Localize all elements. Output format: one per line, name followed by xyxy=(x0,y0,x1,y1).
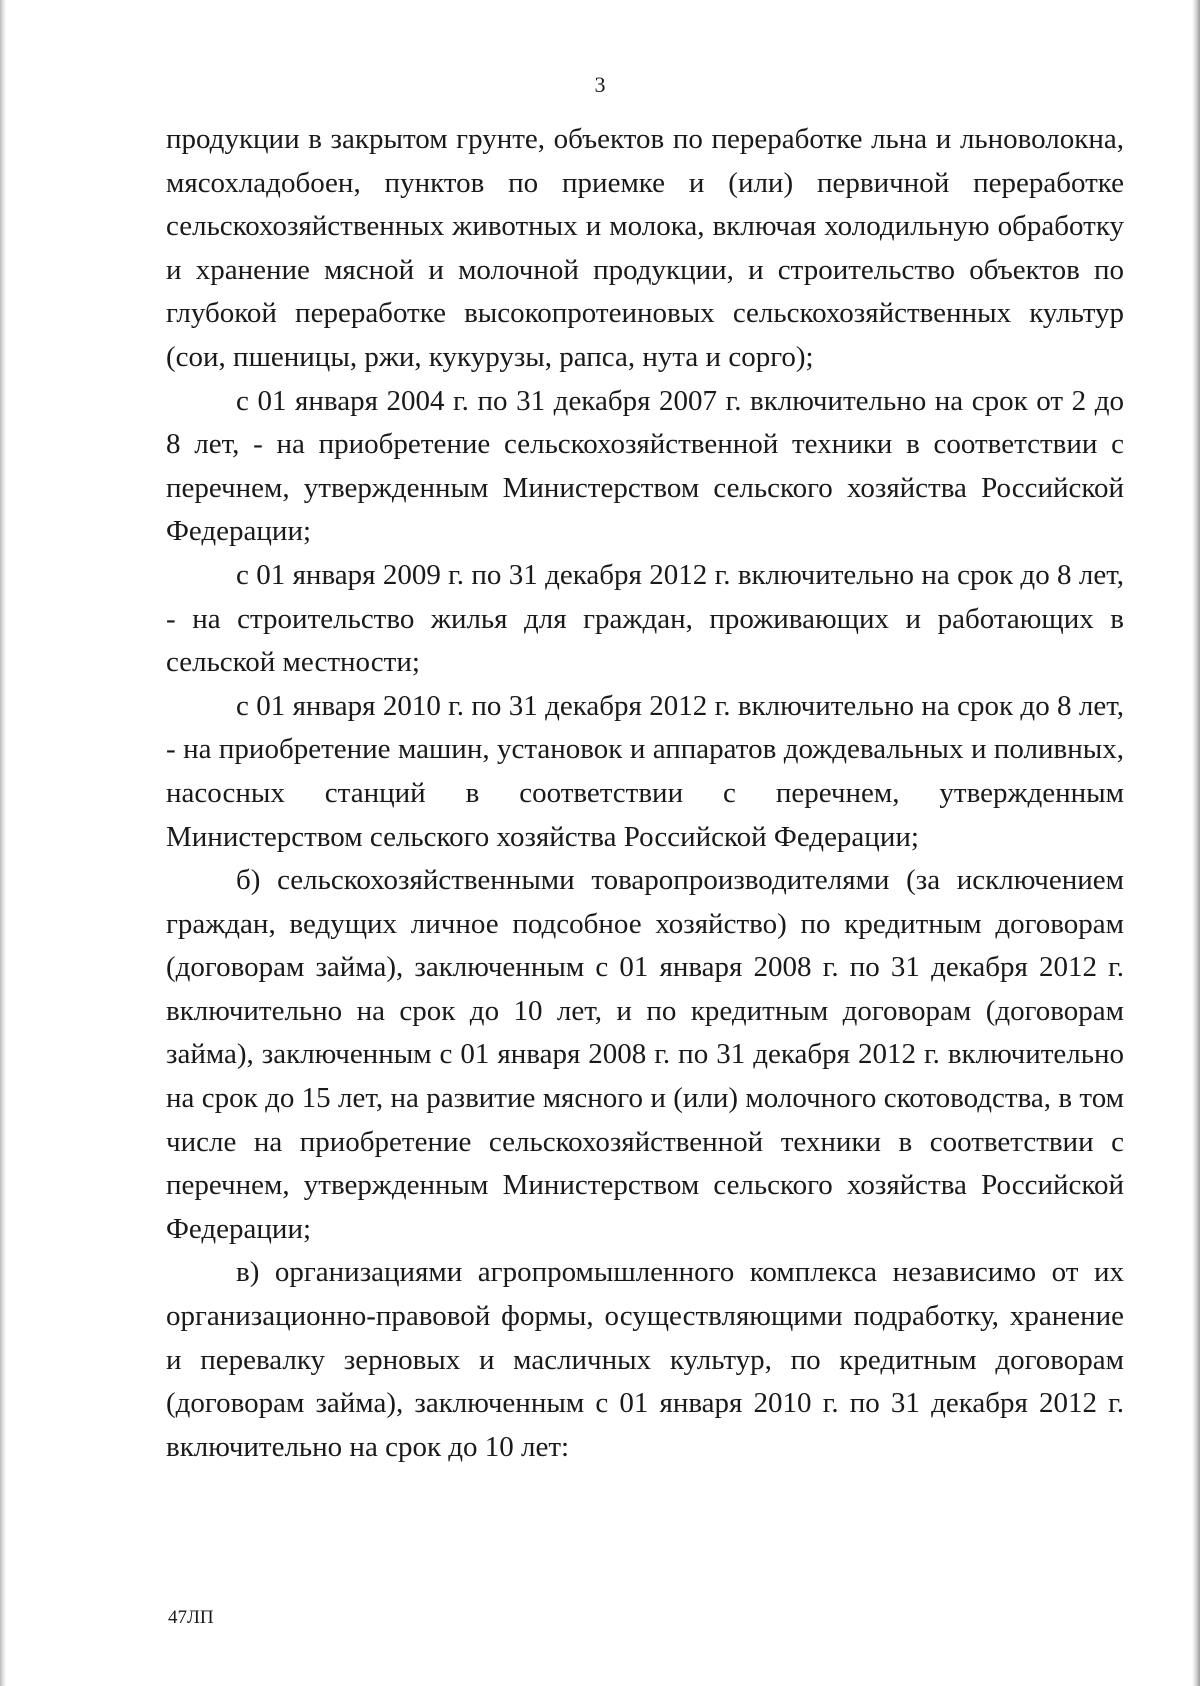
paragraph-continuation: продукции в закрытом грунте, объектов по переработке льна и льноволокна, мясохладобоен, пунктов по приемке и (или) первичной переработке сельскохозяйственных животных и молока, включая холодильную обработку и хранение мясной и молочной продукции, и строительство объектов по глубокой переработке высокопротеиновых сельскохозяйственных культур (сои, пшеницы, ржи, кукурузы, рапса, нута и сорго); xyxy=(166,123,1124,373)
paragraph-b: б) сельскохозяйственными товаропроизводителями (за исключением граждан, ведущих личное подсобное хозяйство) по кредитным договорам (договорам займа), заключенным с 01 января 2008 г. по 31 декабря 2012 г. включительно на срок до 10 лет, и по кредитным договорам (договорам займа), заключенным с 01 января 2008 г. по 31 декабря 2012 г. включительно на срок до 15 лет, на развитие мясного и (или) молочного скотоводства, в том числе на приобретение сельскохозяйственной техники в соответствии с перечнем, утвержденным Министерством сельского хозяйства Российской Федерации; xyxy=(166,864,1124,1245)
document-body xyxy=(166,118,1124,1469)
scan-edge-right xyxy=(1192,0,1200,1686)
paragraph-2010-2012: с 01 января 2010 г. по 31 декабря 2012 г. включительно на срок до 8 лет, - на приобретение машин, установок и аппаратов дождевальных и поливных, насосных станций в соответствии с перечнем, утвержденным Министерством сельского хозяйства Российской Федерации; xyxy=(166,689,1124,853)
page-number: 3 xyxy=(594,72,606,97)
paragraph-2009-2012: с 01 января 2009 г. по 31 декабря 2012 г. включительно на срок до 8 лет, - на строительство жилья для граждан, проживающих и работающих в сельской местности; xyxy=(166,558,1124,679)
footer-document-code: 47ЛП xyxy=(168,1607,214,1628)
paragraph-v: в) организациями агропромышленного комплекса независимо от их организационно-правовой формы, осуществляющими подработку, хранение и перевалку зерновых и масличных культур, по кредитным договорам (договорам займа), заключенным с 01 января 2010 г. по 31 декабря 2012 г. включительно на срок до 10 лет: xyxy=(166,1256,1124,1463)
paragraph-2004-2007: с 01 января 2004 г. по 31 декабря 2007 г. включительно на срок от 2 до 8 лет, - на приобретение сельскохозяйственной техники в соответствии с перечнем, утвержденным Министерством сельского хозяйства Российской Федерации; xyxy=(166,384,1124,548)
scan-edge-left xyxy=(0,0,6,1686)
